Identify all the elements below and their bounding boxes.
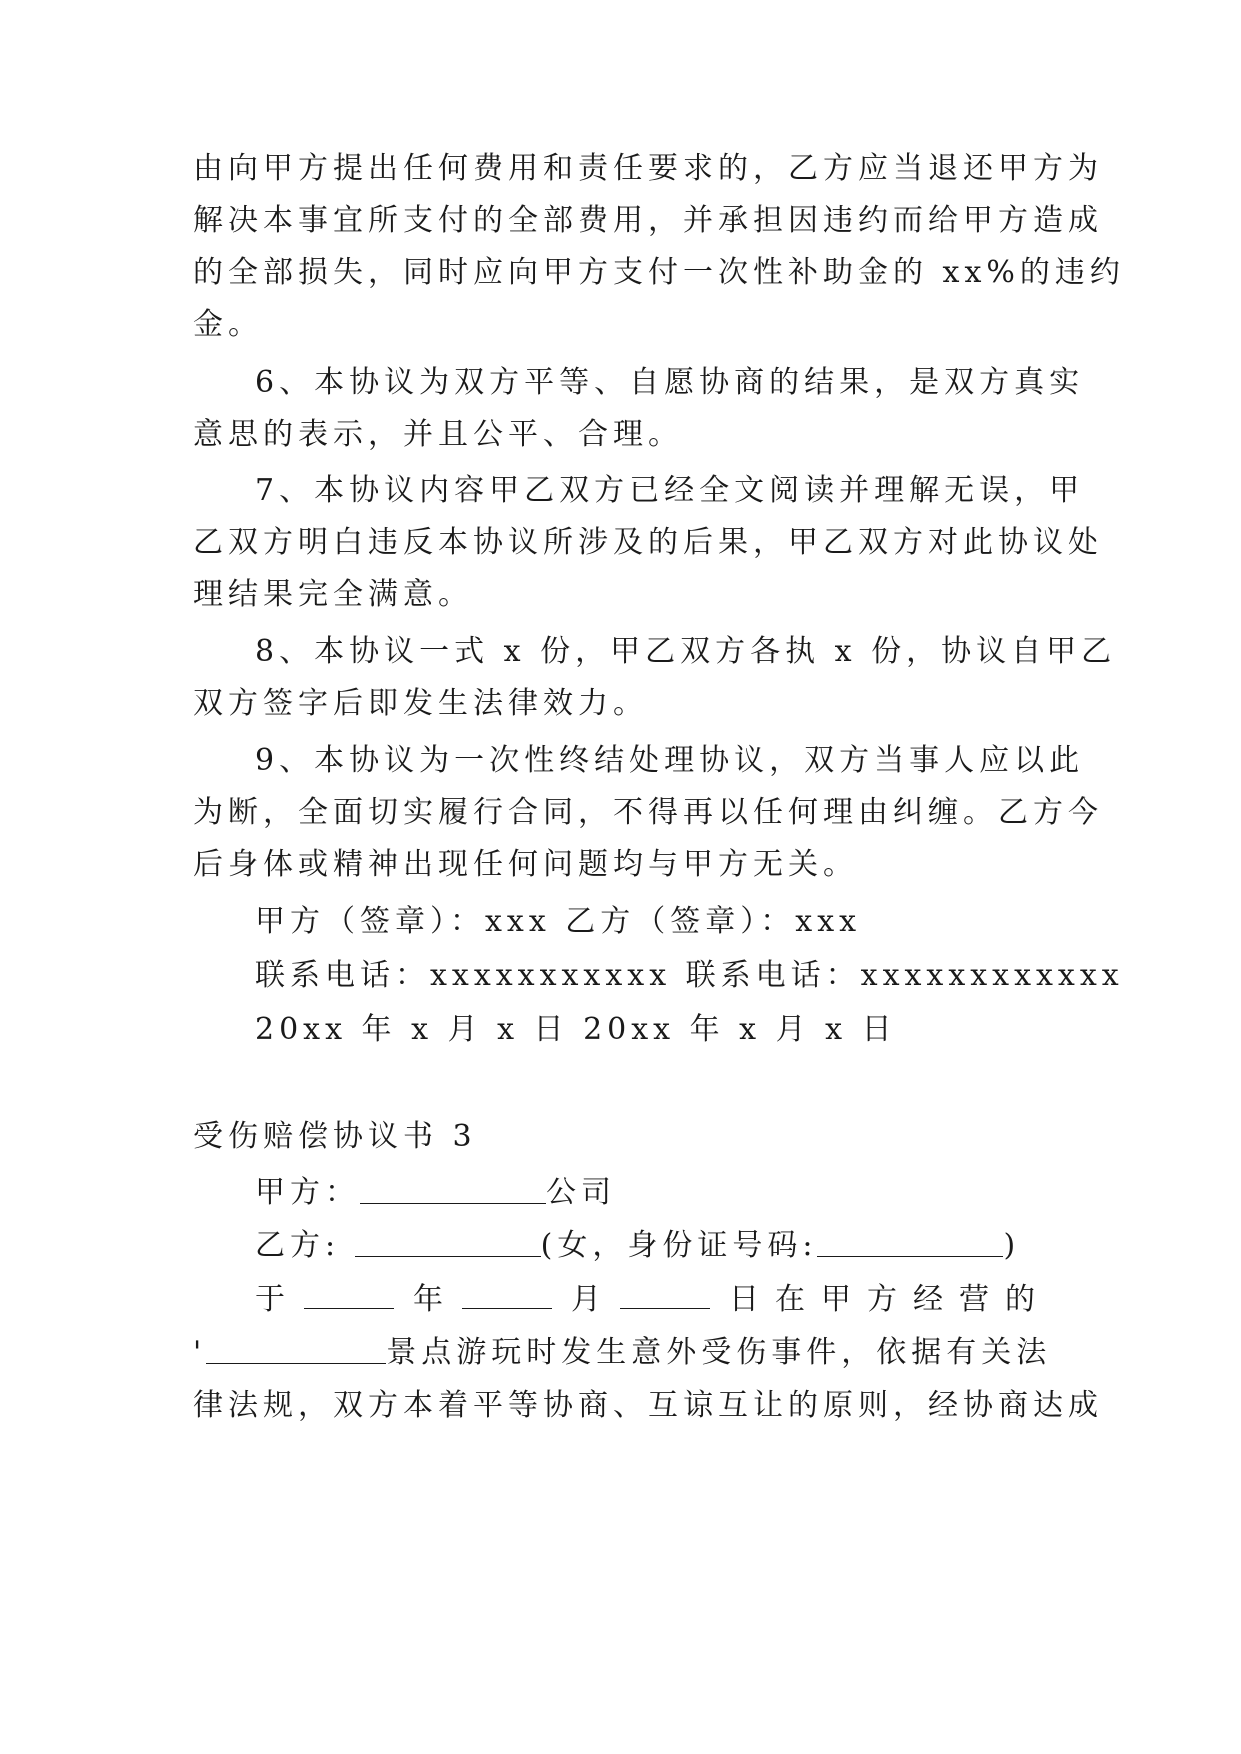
- clause7-line1: 7、本协议内容甲乙双方已经全文阅读并理解无误，甲: [255, 473, 1085, 508]
- year-blank: [304, 1280, 394, 1309]
- party-b-blank: [355, 1228, 541, 1257]
- clause8-line2: 双方签字后即发生法律效力。: [193, 686, 648, 721]
- signature-line: 甲方（签章）：xxx 乙方（签章）：xxx: [255, 904, 862, 939]
- party-b-end: ): [1003, 1228, 1021, 1263]
- body-word-month: 月: [571, 1282, 601, 1317]
- date-line: 20xx 年 x 月 x 日 20xx 年 x 月 x 日: [255, 1012, 897, 1047]
- body-line2-prefix: ': [193, 1335, 207, 1370]
- body-line3: 律法规，双方本着平等协商、互谅互让的原则，经协商达成: [193, 1388, 1103, 1423]
- month-blank: [462, 1280, 552, 1309]
- body-line1: [255, 1280, 1051, 1320]
- clause5-line4: 金。: [193, 307, 263, 342]
- clause5-line3: 的全部损失，同时应向甲方支付一次性补助金的 xx%的违约: [193, 255, 1125, 290]
- clause5-line1: 由向甲方提出任何费用和责任要求的，乙方应当退还甲方为: [193, 151, 1103, 186]
- clause6-line1: 6、本协议为双方平等、自愿协商的结果，是双方真实: [255, 365, 1085, 400]
- party-a-label: 甲方：: [255, 1175, 360, 1210]
- phone-line: 联系电话：xxxxxxxxxxx 联系电话：xxxxxxxxxxxx: [255, 958, 1124, 993]
- clause7-line3: 理结果完全满意。: [193, 577, 473, 612]
- scenic-spot-blank: [206, 1335, 386, 1364]
- body-word-day: 日在甲方经营的: [729, 1282, 1051, 1317]
- clause9-line3: 后身体或精神出现任何问题均与甲方无关。: [193, 847, 858, 882]
- clause6-line2: 意思的表示，并且公平、合理。: [193, 417, 683, 452]
- party-a-blank: [360, 1175, 546, 1204]
- body-word-year: 年: [413, 1282, 443, 1317]
- party-a-suffix: 公司: [546, 1175, 616, 1210]
- body-line2-text: 景点游玩时发生意外受伤事件，依据有关法: [386, 1335, 1052, 1370]
- body-line2: [193, 1333, 1051, 1373]
- party-b-label: 乙方:: [255, 1228, 341, 1263]
- clause5-line2: 解决本事宜所支付的全部费用，并承担因违约而给甲方造成: [193, 203, 1103, 238]
- clause8-line1: 8、本协议一式 x 份，甲乙双方各执 x 份，协议自甲乙: [255, 634, 1117, 669]
- clause9-line2: 为断，全面切实履行合同，不得再以任何理由纠缠。乙方今: [193, 795, 1103, 830]
- party-b-mid: (女，身份证号码:: [540, 1228, 818, 1263]
- id-number-blank: [817, 1228, 1003, 1257]
- clause9-line1: 9、本协议为一次性终结处理协议，双方当事人应以此: [255, 743, 1085, 778]
- day-blank: [620, 1280, 710, 1309]
- party-b-line: [255, 1226, 1020, 1266]
- party-a-line: [255, 1173, 616, 1213]
- section-title: 受伤赔偿协议书 3: [193, 1119, 477, 1154]
- clause7-line2: 乙双方明白违反本协议所涉及的后果，甲乙双方对此协议处: [193, 525, 1103, 560]
- body-word-yu: 于: [255, 1282, 285, 1317]
